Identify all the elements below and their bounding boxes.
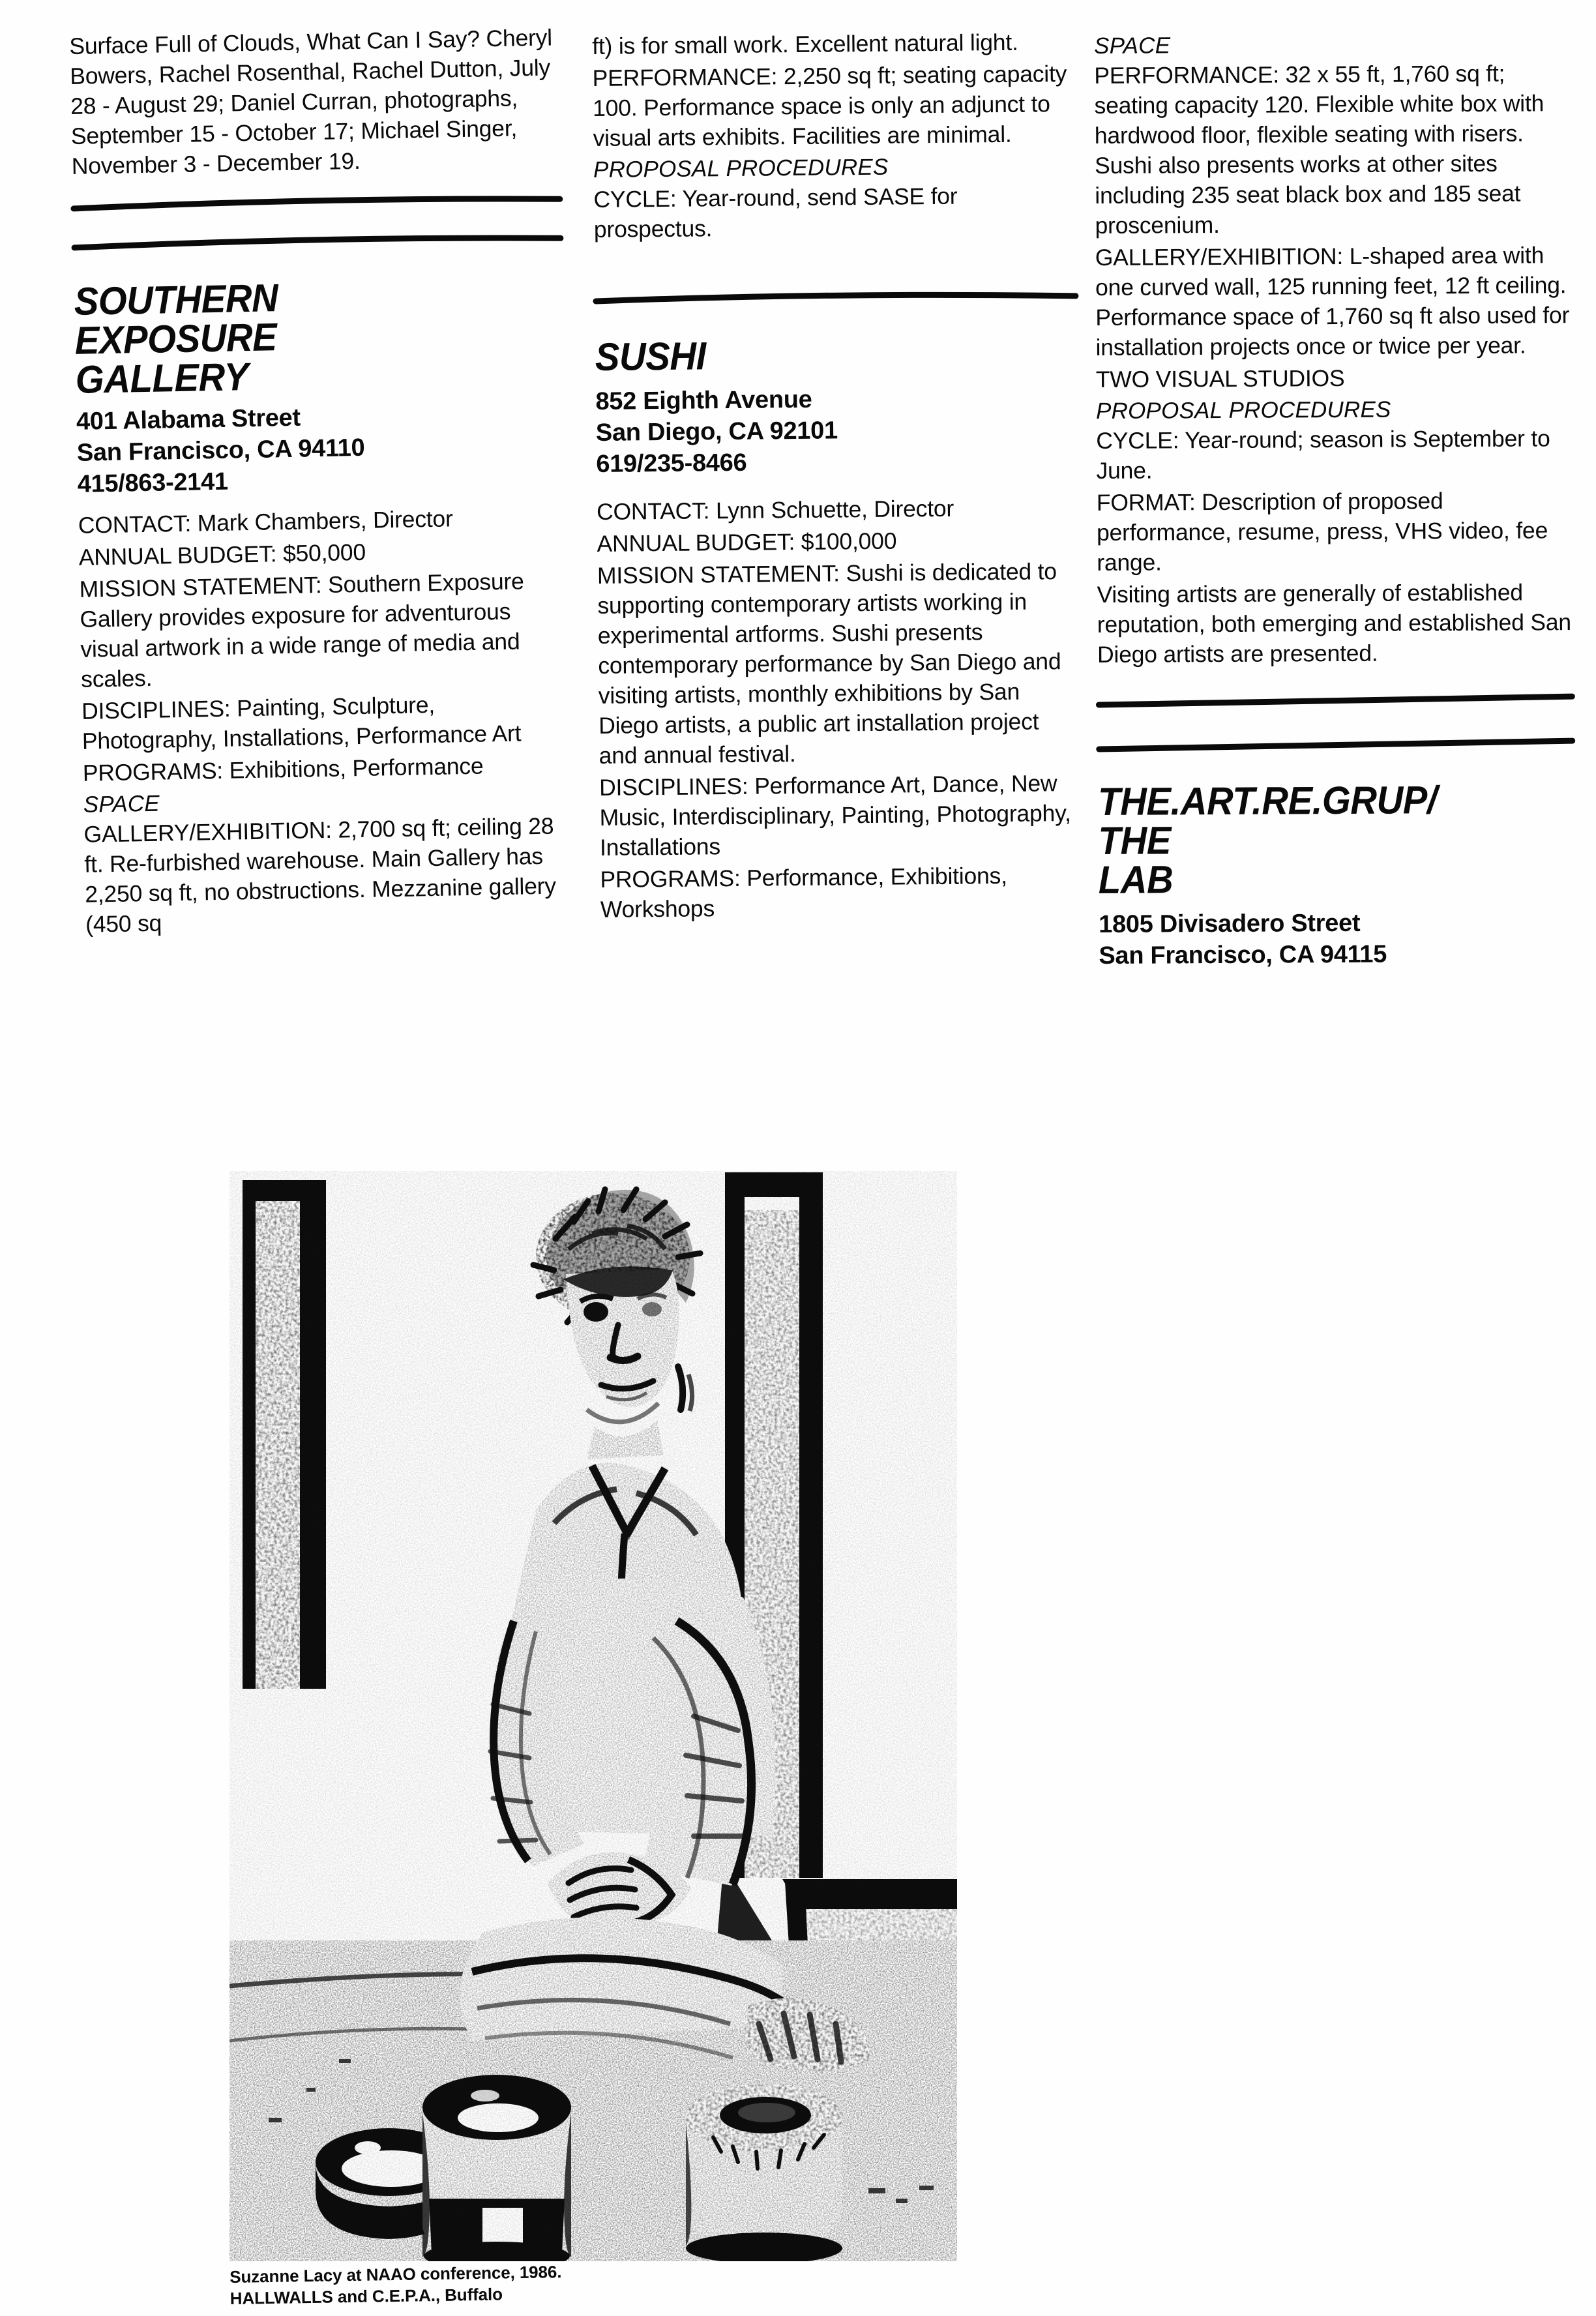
proposal-procedures-heading: PROPOSAL PROCEDURES (1095, 396, 1391, 424)
organization-title-line-1: SUSHI (595, 334, 707, 379)
column-three (1094, 29, 1575, 972)
proposal-procedures-heading: PROPOSAL PROCEDURES (593, 154, 889, 183)
organization-title-line-2: THE (1098, 818, 1172, 863)
organization-title-line-3: LAB (1098, 857, 1174, 902)
organization-title-line-3: GALLERY (75, 355, 249, 402)
annual-budget-line: ANNUAL BUDGET: $50,000 (78, 539, 366, 571)
photograph (229, 1171, 957, 2261)
visiting-artists-line: Visiting artists are generally of established reputation, both emerging and established San Diego artists are presented. (1097, 579, 1572, 668)
cycle-line: CYCLE: Year-round, send SASE for prospectus. (593, 183, 958, 243)
organization-title-line-2: EXPOSURE (74, 315, 277, 363)
gallery-exhibition-line: GALLERY/EXHIBITION: 2,700 sq ft; ceiling 28 ft. Re-furbished warehouse. Main Gallery has 2,250 sq ft, no obstructions. Mezzanine gallery (450 sq (83, 812, 557, 938)
column-one (69, 22, 574, 942)
address-city-state-zip: San Francisco, CA 94110 (76, 434, 365, 467)
address-city-state-zip: San Diego, CA 92101 (595, 417, 838, 447)
continued-listing-paragraph: Surface Full of Clouds, What Can I Say? Cheryl Bowers, Rachel Rosenthal, Rachel Dutton, July 28 - August 29; Daniel Curran, photographs, September 15 - October 17; Michael Singer, November 3 - December 19. (69, 24, 553, 179)
organization-title-line-1: THE.ART.RE.GRUP/ (1098, 778, 1438, 824)
address-city-state-zip: San Francisco, CA 94115 (1099, 940, 1387, 970)
cycle-line: CYCLE: Year-round; season is September to June. (1096, 425, 1550, 484)
mission-statement: MISSION STATEMENT: Southern Exposure Gallery provides exposure for adventurous visual artwork in a wide range of media and scales. (79, 568, 524, 692)
disciplines-line: DISCIPLINES: Performance Art, Dance, New Music, Interdisciplinary, Painting, Photography, Installations (598, 770, 1071, 861)
contact-line: CONTACT: Mark Chambers, Director (78, 505, 453, 539)
mission-statement: MISSION STATEMENT: Sushi is dedicated to supporting contemporary artists working in experimental artforms. Sushi presents contemporary performance by San Diego and visiting artists, monthly exhibitions by San Diego artists, a public art installation project and annual festival. (597, 558, 1061, 769)
spacer (1097, 709, 1573, 739)
spacer (1097, 669, 1573, 695)
address-street: 1805 Divisadero Street (1099, 909, 1361, 938)
photo-caption (229, 2254, 1012, 2309)
address-street: 852 Eighth Avenue (595, 385, 812, 415)
space-section-heading: SPACE (83, 790, 160, 818)
gallery-exhibition-line: GALLERY/EXHIBITION: L-shaped area with one curved wall, 125 running feet, 12 ft ceiling. Performance space of 1,760 sq ft also used for installation projects once or twice per year. (1095, 242, 1570, 361)
phone-number: 619/235-8466 (596, 449, 747, 478)
visual-studios-line: TWO VISUAL STUDIOS (1095, 364, 1345, 393)
address-street: 401 Alabama Street (76, 404, 301, 436)
continued-space-paragraph: ft) is for small work. Excellent natural light. (592, 29, 1018, 59)
spacer (595, 304, 1077, 338)
performance-space-line: PERFORMANCE: 2,250 sq ft; seating capacity 100. Performance space is only an adjunct to visual arts exhibits. Facilities are minimal. (592, 61, 1067, 151)
contact-line: CONTACT: Lynn Schuette, Director (596, 495, 954, 525)
annual-budget-line: ANNUAL BUDGET: $100,000 (597, 527, 897, 557)
format-line: FORMAT: Description of proposed performance, resume, press, VHS video, fee range. (1096, 488, 1548, 576)
caption-line-1: Suzanne Lacy at NAAO conference, 1986. (229, 2262, 562, 2287)
disciplines-line: DISCIPLINES: Painting, Sculpture, Photography, Installations, Performance Art (81, 691, 522, 754)
phone-number: 415/863-2141 (77, 468, 229, 498)
spacer (594, 242, 1077, 292)
space-section-heading: SPACE (1094, 33, 1171, 59)
programs-line: PROGRAMS: Performance, Exhibitions, Workshops (600, 862, 1007, 923)
section-rule-top (1097, 692, 1573, 712)
caption-line-2: HALLWALLS and C.E.P.A., Buffalo (229, 2284, 503, 2308)
performance-space-line: PERFORMANCE: 32 x 55 ft, 1,760 sq ft; seating capacity 120. Flexible white box with hardwood floor, flexible seating with risers. Sushi also presents works at other sites including 235 seat black box and 185 seat proscenium. (1094, 60, 1544, 239)
section-rule-bottom (1098, 737, 1574, 756)
organization-title-line-1: SOUTHERN (73, 276, 278, 323)
programs-line: PROGRAMS: Exhibitions, Performance (82, 752, 484, 786)
column-two (592, 27, 1083, 927)
